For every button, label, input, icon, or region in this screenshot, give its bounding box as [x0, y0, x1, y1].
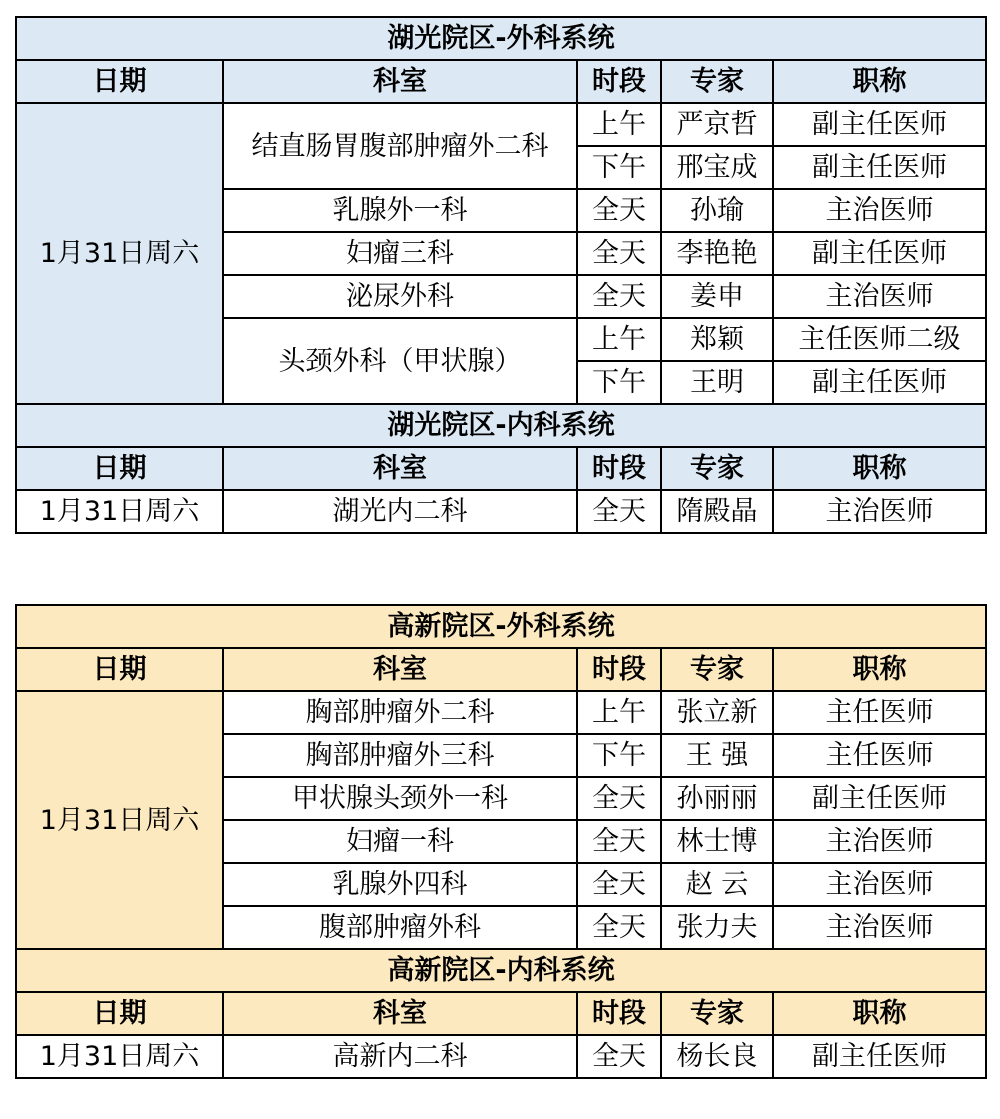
expert-cell: 赵 云 [661, 863, 773, 906]
period-cell: 上午 [577, 103, 661, 146]
header-row [16, 992, 986, 1035]
expert-cell: 邢宝成 [661, 146, 773, 189]
period-cell: 全天 [577, 1035, 661, 1078]
period-cell: 下午 [577, 146, 661, 189]
header-dept: 科室 [223, 992, 577, 1035]
title-cell: 主任医师二级 [773, 318, 986, 361]
expert-cell: 郑颖 [661, 318, 773, 361]
dept-cell: 腹部肿瘤外科 [223, 906, 577, 949]
dept-cell: 胸部肿瘤外三科 [223, 734, 577, 777]
date-cell: 1月31日周六 [16, 1035, 223, 1078]
header-date: 日期 [16, 992, 223, 1035]
gaoxin-schedule-table [15, 604, 987, 1079]
huguang-schedule-table [15, 16, 987, 534]
date-cell: 1月31日周六 [16, 691, 223, 949]
section-title-row [16, 17, 986, 60]
header-title: 职称 [773, 60, 986, 103]
period-cell: 全天 [577, 863, 661, 906]
title-cell: 主治医师 [773, 490, 986, 533]
title-cell: 主治医师 [773, 863, 986, 906]
period-cell: 下午 [577, 361, 661, 404]
period-cell: 上午 [577, 691, 661, 734]
section-title: 湖光院区-内科系统 [16, 404, 986, 447]
expert-cell: 杨长良 [661, 1035, 773, 1078]
dept-cell: 乳腺外四科 [223, 863, 577, 906]
date-cell: 1月31日周六 [16, 490, 223, 533]
expert-cell: 张力夫 [661, 906, 773, 949]
title-cell: 副主任医师 [773, 777, 986, 820]
title-cell: 主治医师 [773, 189, 986, 232]
table-row [16, 691, 986, 734]
header-row [16, 648, 986, 691]
period-cell: 全天 [577, 906, 661, 949]
expert-cell: 孙瑜 [661, 189, 773, 232]
header-date: 日期 [16, 447, 223, 490]
section-title-row [16, 949, 986, 992]
header-dept: 科室 [223, 447, 577, 490]
header-period: 时段 [577, 447, 661, 490]
title-cell: 主治医师 [773, 275, 986, 318]
dept-cell: 甲状腺头颈外一科 [223, 777, 577, 820]
title-cell: 副主任医师 [773, 1035, 986, 1078]
title-cell: 副主任医师 [773, 232, 986, 275]
header-row [16, 60, 986, 103]
dept-cell: 高新内二科 [223, 1035, 577, 1078]
section-title: 高新院区-内科系统 [16, 949, 986, 992]
title-cell: 副主任医师 [773, 361, 986, 404]
header-period: 时段 [577, 992, 661, 1035]
dept-cell: 胸部肿瘤外二科 [223, 691, 577, 734]
expert-cell: 王 强 [661, 734, 773, 777]
title-cell: 主任医师 [773, 734, 986, 777]
title-cell: 主任医师 [773, 691, 986, 734]
period-cell: 全天 [577, 189, 661, 232]
expert-cell: 姜申 [661, 275, 773, 318]
expert-cell: 王明 [661, 361, 773, 404]
expert-cell: 隋殿晶 [661, 490, 773, 533]
period-cell: 全天 [577, 820, 661, 863]
header-date: 日期 [16, 648, 223, 691]
period-cell: 全天 [577, 275, 661, 318]
header-row [16, 447, 986, 490]
title-cell: 副主任医师 [773, 103, 986, 146]
table-row [16, 490, 986, 533]
header-title: 职称 [773, 992, 986, 1035]
period-cell: 全天 [577, 777, 661, 820]
section-title: 高新院区-外科系统 [16, 605, 986, 648]
section-title-row [16, 605, 986, 648]
dept-cell: 妇瘤一科 [223, 820, 577, 863]
expert-cell: 严京哲 [661, 103, 773, 146]
header-dept: 科室 [223, 60, 577, 103]
expert-cell: 林士博 [661, 820, 773, 863]
dept-cell: 头颈外科（甲状腺） [223, 318, 577, 404]
title-cell: 主治医师 [773, 820, 986, 863]
date-cell: 1月31日周六 [16, 103, 223, 404]
expert-cell: 李艳艳 [661, 232, 773, 275]
section-title-row [16, 404, 986, 447]
period-cell: 下午 [577, 734, 661, 777]
header-period: 时段 [577, 60, 661, 103]
expert-cell: 孙丽丽 [661, 777, 773, 820]
period-cell: 全天 [577, 490, 661, 533]
header-expert: 专家 [661, 60, 773, 103]
table-row [16, 1035, 986, 1078]
expert-cell: 张立新 [661, 691, 773, 734]
header-date: 日期 [16, 60, 223, 103]
table-row [16, 103, 986, 146]
header-expert: 专家 [661, 648, 773, 691]
dept-cell: 乳腺外一科 [223, 189, 577, 232]
header-expert: 专家 [661, 447, 773, 490]
dept-cell: 湖光内二科 [223, 490, 577, 533]
dept-cell: 妇瘤三科 [223, 232, 577, 275]
header-period: 时段 [577, 648, 661, 691]
title-cell: 主治医师 [773, 906, 986, 949]
section-title: 湖光院区-外科系统 [16, 17, 986, 60]
header-title: 职称 [773, 648, 986, 691]
period-cell: 全天 [577, 232, 661, 275]
period-cell: 上午 [577, 318, 661, 361]
title-cell: 副主任医师 [773, 146, 986, 189]
header-title: 职称 [773, 447, 986, 490]
header-dept: 科室 [223, 648, 577, 691]
dept-cell: 泌尿外科 [223, 275, 577, 318]
dept-cell: 结直肠胃腹部肿瘤外二科 [223, 103, 577, 189]
header-expert: 专家 [661, 992, 773, 1035]
